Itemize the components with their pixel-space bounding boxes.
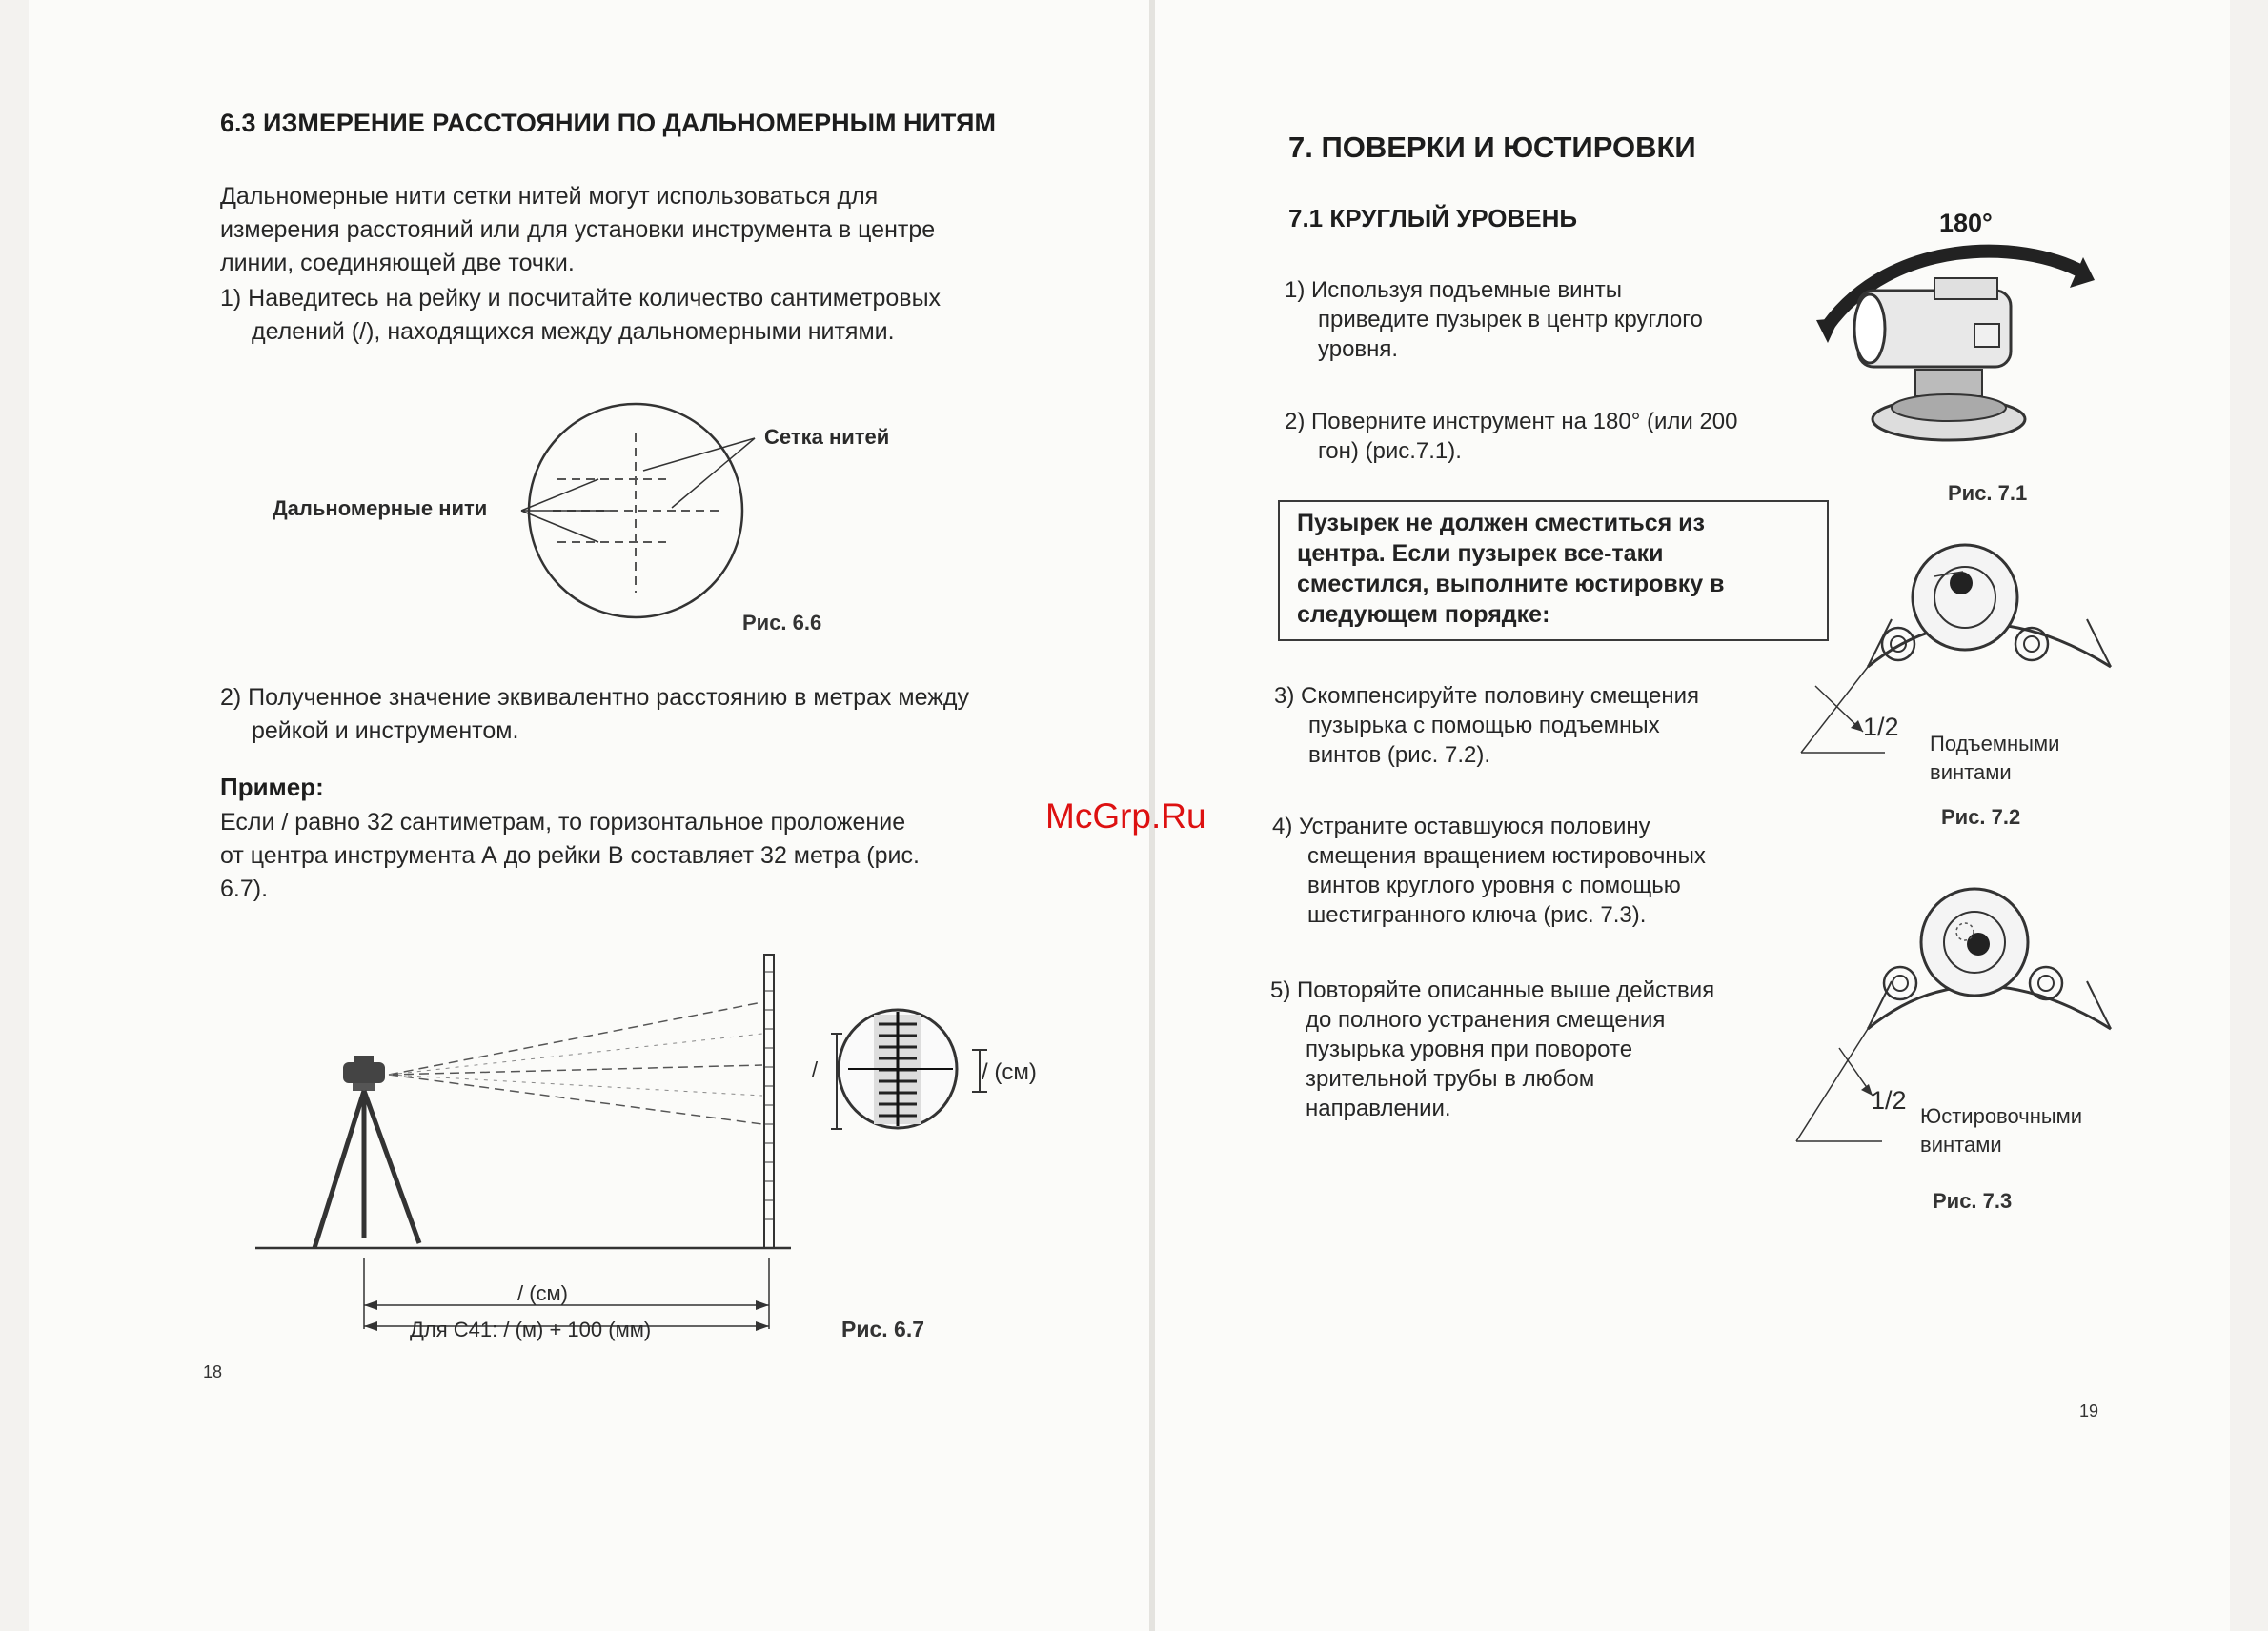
caption-fig-7-3: Рис. 7.3 bbox=[1933, 1189, 2013, 1213]
label-180-degrees: 180° bbox=[1939, 209, 1993, 237]
watermark-text: McGrp.Ru bbox=[1045, 796, 1206, 836]
section-heading-6-3: 6.3 ИЗМЕРЕНИЕ РАССТОЯНИИ ПО ДАЛЬНОМЕРНЫМ НИТЯМ bbox=[220, 109, 996, 137]
step-2-paragraph: 2) Полученное значение эквивалентно расстоянию в метрах между рейкой и инструментом. bbox=[220, 684, 969, 744]
subsection-heading-7-1: 7.1 КРУГЛЫЙ УРОВЕНЬ bbox=[1288, 204, 1578, 232]
label-adjusting-screws: Юстировочными винтами bbox=[1920, 1104, 2083, 1157]
caption-fig-6-6: Рис. 6.6 bbox=[742, 611, 822, 634]
page-number-right: 19 bbox=[2079, 1401, 2099, 1420]
step-4-right: 4) Устраните оставшуюся половину смещения вращением юстировочных винтов круглого уровня с помощью шестигранного ключа (рис. 7.3). bbox=[1272, 814, 1706, 928]
caption-fig-7-2: Рис. 7.2 bbox=[1941, 805, 2021, 829]
page-number-left: 18 bbox=[203, 1362, 223, 1381]
warning-box: Пузырек не должен сместиться из центра. Если пузырек все-таки сместился, выполните юстировку в следующем порядке: bbox=[1278, 500, 1829, 641]
caption-fig-6-7: Рис. 6.7 bbox=[841, 1317, 925, 1341]
label-l-cm: / (см) bbox=[982, 1059, 1037, 1085]
example-title: Пример: bbox=[220, 773, 324, 801]
step-3-right: 3) Скомпенсируйте половину смещения пузырька с помощью подъемных винтов (рис. 7.2). bbox=[1274, 683, 1700, 768]
label-half-7-3: 1/2 bbox=[1871, 1086, 1907, 1115]
section-heading-7: 7. ПОВЕРКИ И ЮСТИРОВКИ bbox=[1288, 131, 1696, 164]
label-reticle: Сетка нитей bbox=[764, 425, 890, 449]
caption-fig-7-1: Рис. 7.1 bbox=[1948, 481, 2028, 505]
step-2-right: 2) Поверните инструмент на 180° (или 200 гон) (рис.7.1). bbox=[1285, 409, 1738, 464]
dimension-l-cm: / (см) bbox=[517, 1281, 569, 1305]
label-stadia-hairs: Дальномерные нити bbox=[273, 496, 488, 520]
step-1-paragraph: 1) Наведитесь на рейку и посчитайте количество сантиметровых делений (/), находящихся между дальномерными нитями. bbox=[220, 285, 942, 345]
label-half-7-2: 1/2 bbox=[1863, 713, 1899, 741]
step-1-right: 1) Используя подъемные винты приведите пузырек в центр круглого уровня. bbox=[1285, 277, 1703, 362]
label-l: / bbox=[812, 1057, 819, 1081]
example-paragraph: Если / равно 32 сантиметрам, то горизонтальное проложение от центра инструмента А до рейки В составляет 32 метра (рис. 6.7). bbox=[220, 809, 920, 902]
step-5-right: 5) Повторяйте описанные выше действия до полного устранения смещения пузырька уровня при повороте зрительной трубы в любом направлении. bbox=[1270, 977, 1715, 1121]
intro-paragraph: Дальномерные нити сетки нитей могут использоваться для измерения расстояний или для установки инструмента в центре линии, соединяющей две точки. bbox=[220, 183, 936, 276]
formula-c41: Для С41: / (м) + 100 (мм) bbox=[410, 1318, 652, 1341]
label-leveling-screws: Подъемными винтами bbox=[1930, 732, 2060, 784]
